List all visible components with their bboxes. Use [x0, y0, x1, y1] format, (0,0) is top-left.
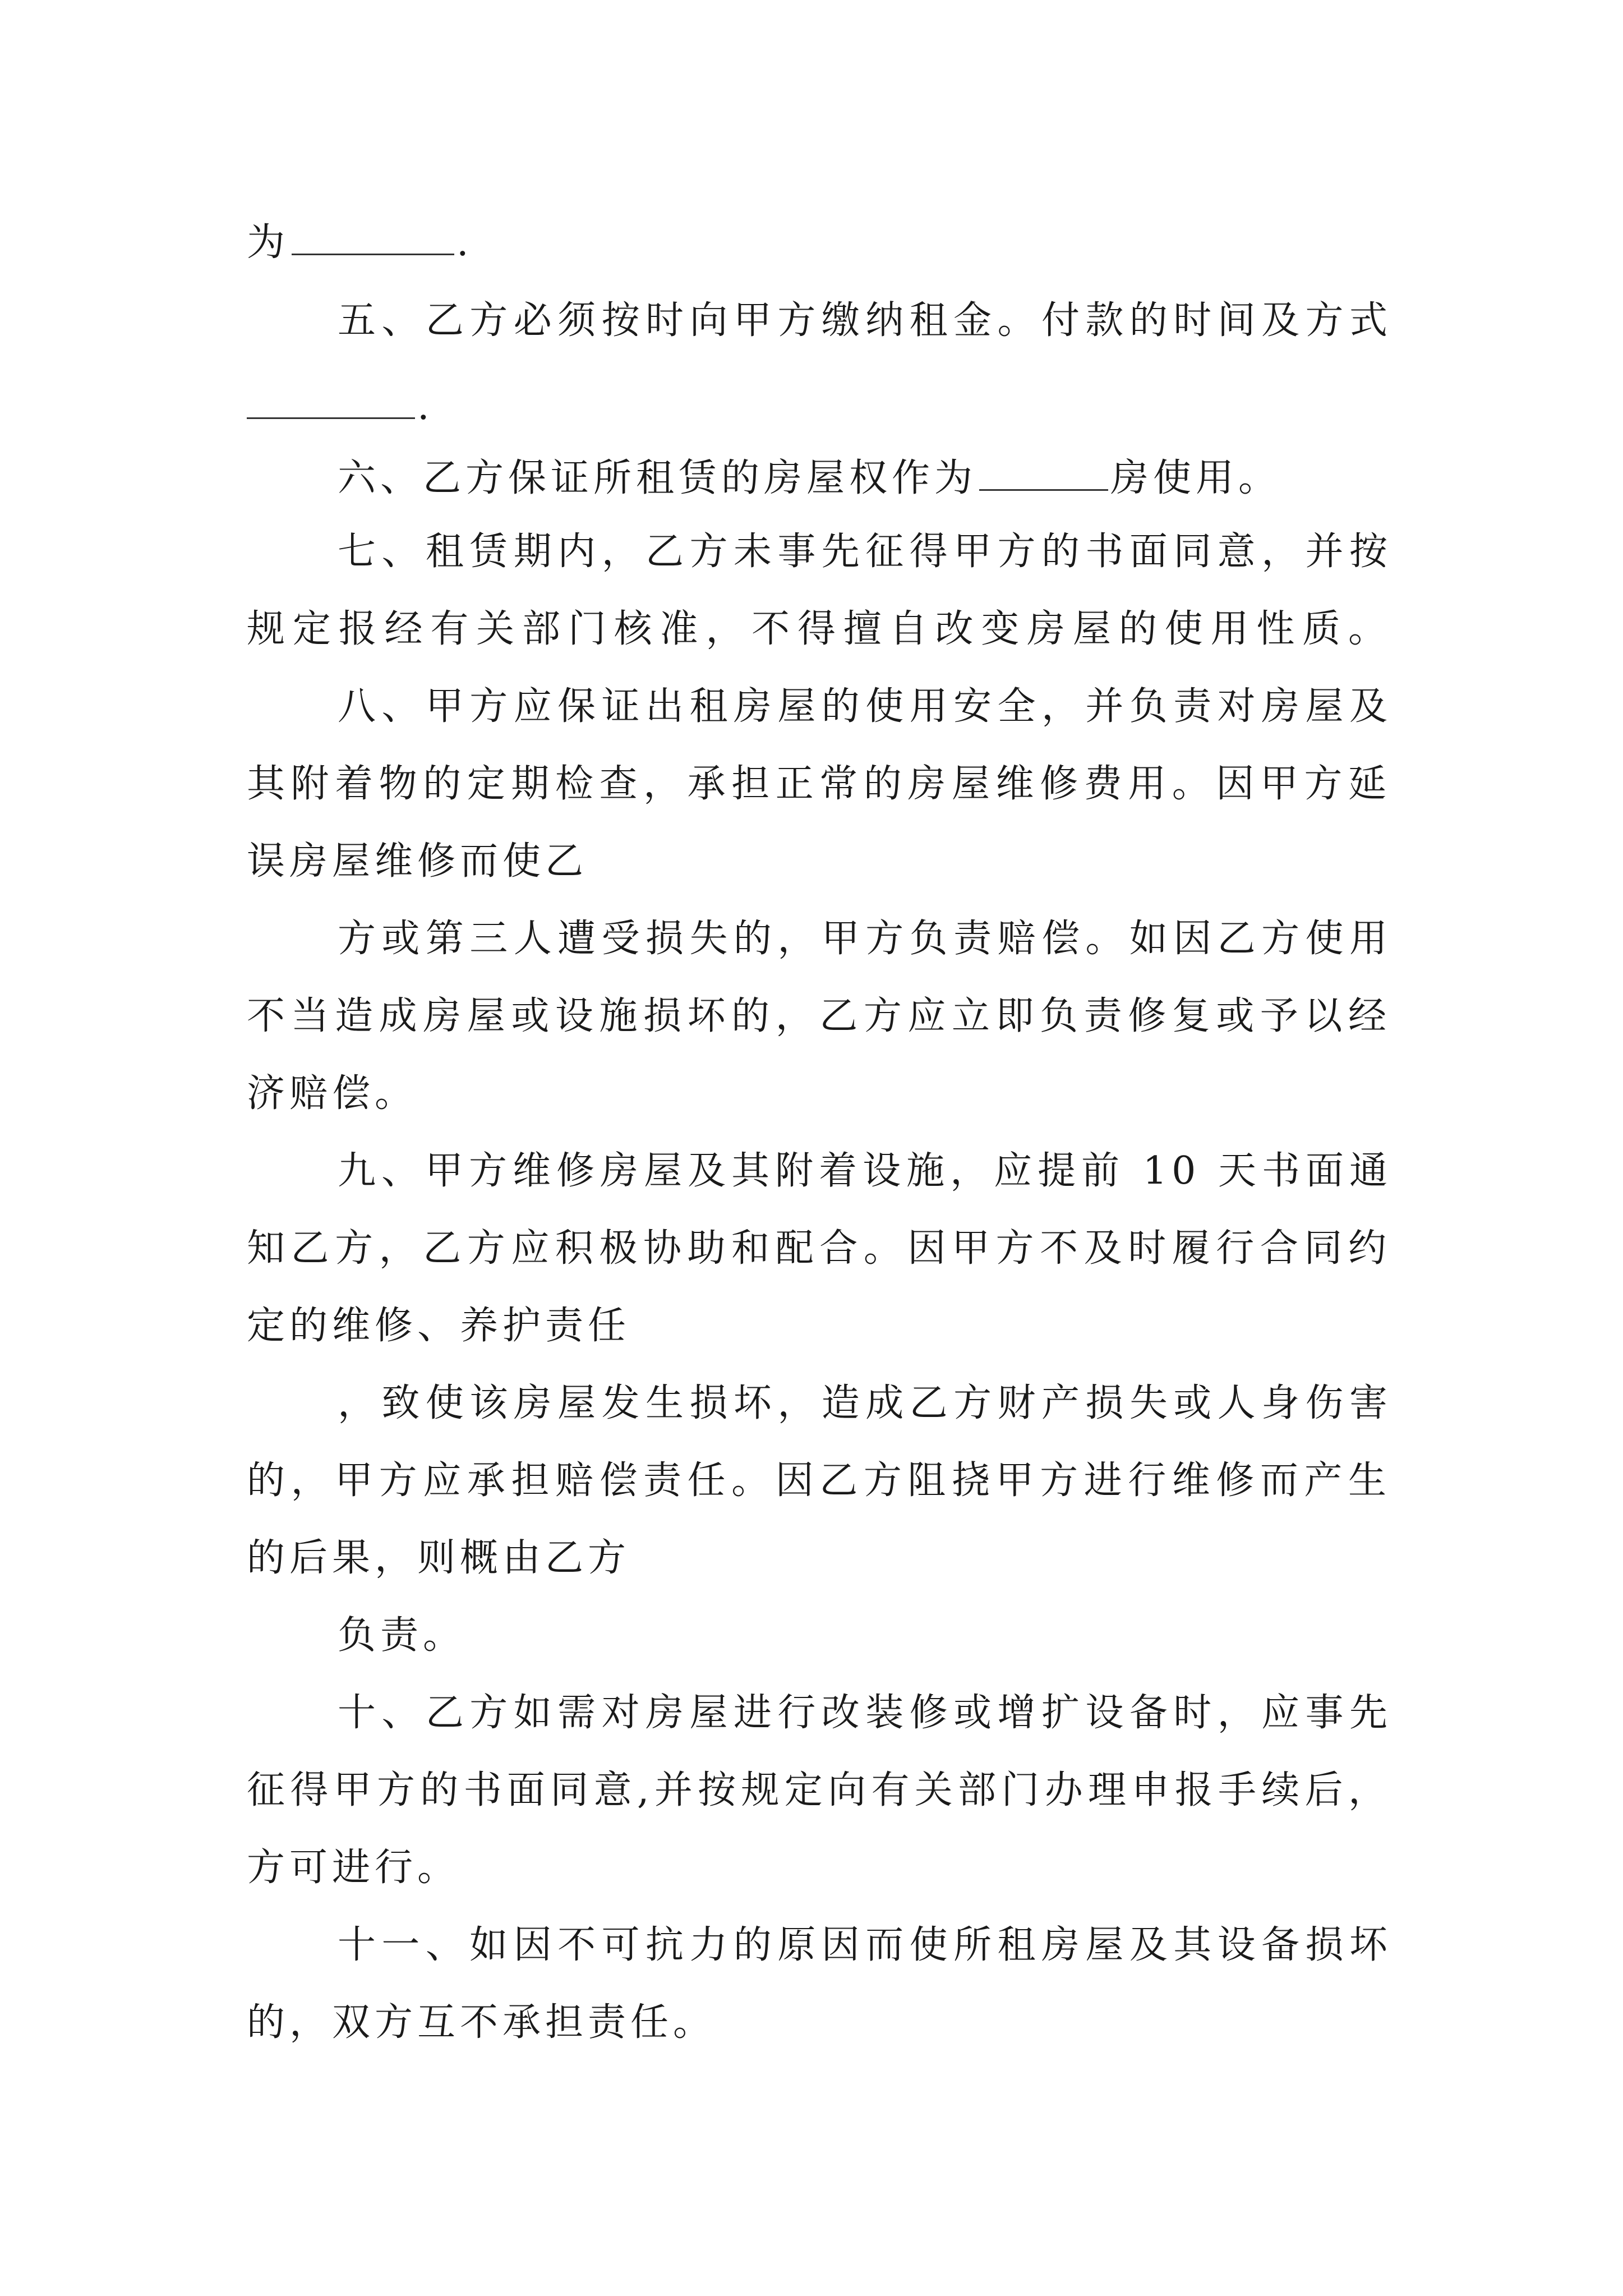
clause-7-line-2: 规定报经有关部门核准，不得擅自改变房屋的使用性质。	[247, 607, 1391, 651]
blank-field-rent-term[interactable]	[292, 220, 454, 255]
clause-8-line-1: 八、甲方应保证出租房屋的使用安全，并负责对房屋及	[338, 684, 1392, 729]
clause-10-line-3: 方可进行。	[247, 1846, 460, 1890]
clause-4-continuation	[247, 220, 1391, 270]
clause-9-line-1: 九、甲方维修房屋及其附着设施，应提前 10 天书面通	[338, 1149, 1392, 1193]
clause-9-line-6: 的后果，则概由乙方	[247, 1536, 631, 1580]
clause-11-line-2: 的，双方互不承担责任。	[247, 2000, 716, 2045]
clause-10-line-1: 十、乙方如需对房屋进行改装修或增扩设备时，应事先	[338, 1691, 1392, 1735]
text-segment: .	[417, 384, 434, 429]
clause-5-line-1: 五、乙方必须按时向甲方缴纳租金。付款的时间及方式	[338, 298, 1392, 343]
clause-7-line-1: 七、租赁期内，乙方未事先征得甲方的书面同意，并按	[338, 530, 1392, 574]
clause-8-line-5: 不当造成房屋或设施损坏的，乙方应立即负责修复或予以经	[247, 994, 1391, 1038]
blank-field-payment-method[interactable]	[247, 384, 415, 419]
clause-9-line-3: 定的维修、养护责任	[247, 1304, 631, 1348]
clause-8-line-2: 其附着物的定期检查，承担正常的房屋维修费用。因甲方延	[247, 762, 1391, 806]
text-segment: 六、乙方保证所租赁的房屋权作为	[338, 456, 978, 500]
clause-9-line-5: 的，甲方应承担赔偿责任。因乙方阻挠甲方进行维修而产生	[247, 1458, 1391, 1503]
clause-5-line-2	[247, 384, 1391, 434]
text-segment: 为	[247, 220, 290, 265]
text-segment: 房使用。	[1110, 456, 1281, 500]
blank-field-usage[interactable]	[979, 455, 1108, 491]
clause-10-line-2: 征得甲方的书面同意,并按规定向有关部门办理申报手续后，	[247, 1768, 1391, 1812]
clause-8-line-3: 误房屋维修而使乙	[247, 839, 588, 884]
text-segment: .	[457, 220, 473, 265]
clause-9-line-7: 负责。	[338, 1613, 466, 1658]
clause-8-line-4: 方或第三人遭受损失的，甲方负责赔偿。如因乙方使用	[338, 917, 1392, 961]
clause-9-line-4: ，致使该房屋发生损坏，造成乙方财产损失或人身伤害	[338, 1381, 1392, 1425]
clause-9-line-2: 知乙方，乙方应积极协助和配合。因甲方不及时履行合同约	[247, 1226, 1391, 1271]
clause-8-line-6: 济赔偿。	[247, 1071, 418, 1116]
clause-6	[338, 455, 1392, 506]
clause-11-line-1: 十一、如因不可抗力的原因而使所租房屋及其设备损坏	[338, 1923, 1392, 1967]
